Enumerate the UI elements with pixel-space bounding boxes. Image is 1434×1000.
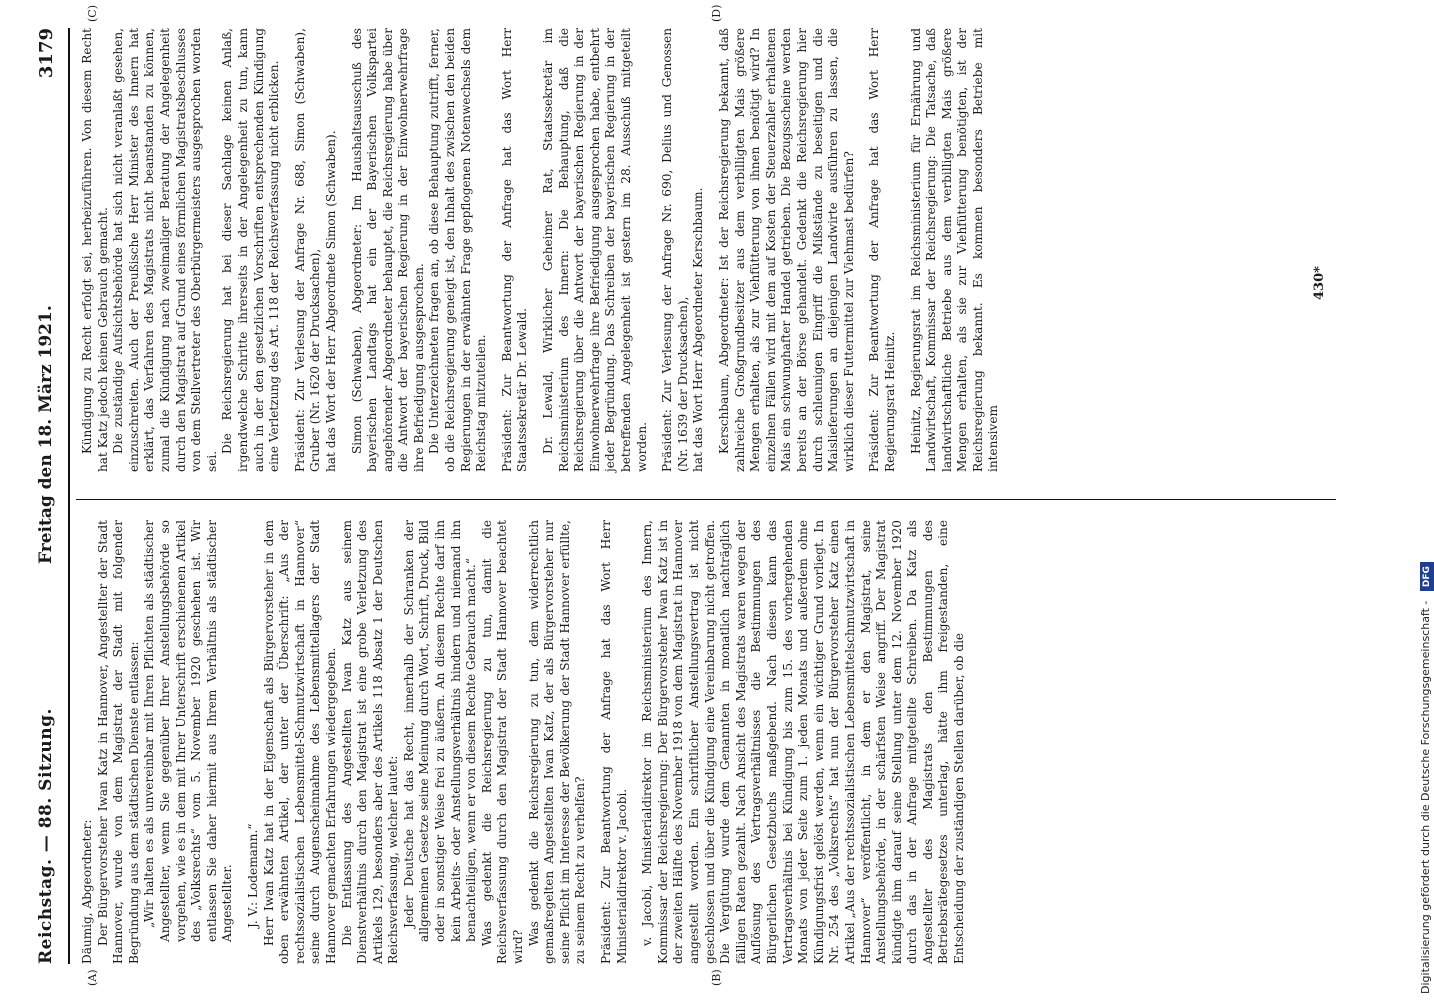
text-paragraph: Die zuständige Aufsichtsbehörde hat sich nicht veranlaßt gesehen, einzuschreiten. Auch der Preußische Herr Minister des Innern hat erklärt, das Verfahren des Magistrats nicht beanstanden zu können, zumal die Kündigung nach zweimaliger Beratung der Angelegenheit durch den Magistrat auf Grund eines förmlichen Magistratsbeschlusses von dem Stellvertreter des Oberbürgermeisters ausgesprochen worden sei. <box>111 28 219 472</box>
paragraph-gap <box>707 28 717 472</box>
header-date: Freitag den 18. März 1921. <box>36 305 56 564</box>
text-paragraph: Die Entlassung des Angestellten Iwan Katz aus seinem Dienstverhältnis durch den Magistrat ist eine grobe Verletzung des Artikels 129, besonders aber des Artikels 118 Absatz 1 der Deutschen Reichsverfassung, welcher lautet: <box>339 520 401 964</box>
margin-marker-d: (D) <box>710 4 723 22</box>
margin-marker-a: (A) <box>86 969 99 986</box>
paragraph-gap <box>857 28 867 472</box>
paragraph-gap <box>650 28 660 472</box>
paragraph-gap <box>490 28 500 472</box>
digitization-note <box>1416 6 1434 996</box>
digitization-text: Digitalisierung gefördert durch die Deutsche Forschungsgemeinschaft - <box>1419 600 1432 994</box>
speaker-line: Däumig, Abgeordneter: <box>80 819 94 964</box>
text-paragraph: J. V.: Lodemann.“ <box>245 823 260 928</box>
speaker-line: Präsident: Zur Beantwortung der Anfrage hat das Wort Herr Staatssekretär Dr. Lewald. <box>499 28 530 472</box>
speaker-line: Präsident: Zur Verlesung der Anfrage Nr. 690, Delius und Genossen (Nr. 1639 der Drucksachen), <box>660 28 690 472</box>
header-session: Reichstag. — 88. Sitzung. <box>36 708 56 964</box>
speaker-line: Präsident: Zur Verlesung der Anfrage Nr. 688, Simon (Schwaben), Gruber (Nr. 1620 der Drucksachen), <box>292 28 323 472</box>
header-page-number: 3179 <box>36 28 57 79</box>
paragraph-gap <box>899 28 909 472</box>
column-rule <box>76 499 1336 500</box>
dfg-logo-badge: DFG <box>1420 562 1434 591</box>
signature-mark: 430* <box>1312 266 1327 300</box>
text-paragraph: Was gedenkt die Reichsregierung zu tun, damit die Reichsverfassung durch den Magistrat der Stadt Hannover beachtet wird? <box>479 520 526 964</box>
page-header <box>32 28 70 964</box>
text-paragraph: „Wir halten es als unvereinbar mit Ihren Pflichten als städtischer Angestellter, wenn Sie gegenüber Ihrer Anstellungsbehörde so vorgehen, wie es in dem mit Ihrer Unterschrift erschienenen Artikel des „Volksrechts“ vom 5. November 1920 geschehen ist. Wir entlassen Sie daher hiermit aus Ihrem Verhältnis als städtischer Angestellter. <box>142 520 235 942</box>
right-column <box>80 28 1002 472</box>
text-paragraph: Herr Iwan Katz hat in der Eigenschaft als Bürgervorsteher in dem oben erwähnten Artikel, der unter der Überschrift: „Aus der rechtssozialistischen Lebensmittel-Schmutzwirtschaft in Hannover“ seine durch Augenscheinnahme des Lebensmittellagers der Stadt Hannover gemachten Erfahrungen wiedergegeben. <box>261 520 338 964</box>
paragraph-gap <box>531 28 541 472</box>
paragraph-gap <box>589 520 599 964</box>
speaker-line: hat das Wort Herr Abgeordneter Kerschbaum. <box>691 187 706 472</box>
paragraph-gap <box>236 520 246 964</box>
text-paragraph: Die Reichsregierung hat bei dieser Sachlage keinen Anlaß, irgendwelche Schritte ihrerseits in der Angelegenheit zu tun, kann auch in der den gesetzlichen Vorschriften entsprechenden Kündigung eine Verletzung des Art. 118 der Reichsverfassung nicht erblicken. <box>220 28 282 472</box>
text-paragraph: Die Unterzeichneten fragen an, ob diese Behauptung zutrifft, ferner, ob die Reichsregierung geneigt ist, den Inhalt des zwischen den beiden Regierungen in der erwähnten Frage gepflogenen Notenwechsels dem Reichstag mitzuteilen. <box>427 28 489 472</box>
text-paragraph: Der Bürgervorsteher Iwan Katz in Hannover, Angestellter der Stadt Hannover, wurde von dem Magistrat der Stadt mit folgender Begründung aus dem städtischen Dienste entlassen: <box>95 520 141 964</box>
speaker-line: Präsident: Zur Beantwortung der Anfrage hat das Wort Herr Ministerialdirektor v. Jacobi. <box>599 520 629 964</box>
margin-marker-b: (B) <box>710 969 723 986</box>
text-paragraph: Jeder Deutsche hat das Recht, innerhalb der Schranken der allgemeinen Gesetze seine Meinung durch Wort, Schrift, Druck, Bild oder in sonstiger Weise frei zu äußern. An diesem Rechte darf ihn kein Arbeits- oder Anstellungsverhältnis hindern und niemand ihn benachteiligen, wenn er von diesem Rechte Gebrauch macht.“ <box>401 520 479 942</box>
paragraph-gap <box>630 520 640 964</box>
text-paragraph: Kündigung zu Recht erfolgt sei, herbeizuführen. Von diesem Recht hat Katz jedoch keinen Gebrauch gemacht. <box>80 28 110 472</box>
text-paragraph: Dr. Lewald, Wirklicher Geheimer Rat, Staatssekretär im Reichsministerium des Innern: Die Behauptung, daß die Reichsregierung über die Antwort der bayerischen Regierung in der Einwohnerwehrfrage ihre Befriedigung ausgesprochen habe, entbehrt jeder Begründung. Das Schreiben der bayerischen Regierung in der betreffenden Angelegenheit ist gestern im 28. Ausschuß mitgeteilt worden. <box>541 28 649 472</box>
text-paragraph: v. Jacobi, Ministerialdirektor im Reichsministerium des Innern, Kommissar der Reichsregierung: Der Bürgervorsteher Iwan Katz ist in der zweiten Hälfte des November 1918 von dem Magistrat in Hannover angestellt worden. Ein schriftlicher Anstellungsvertrag ist nicht geschlossen und über die Kündigung eine Vereinbarung nicht getroffen. Die Vergütung wurde dem Genannten in monatlich nachträglich fälligen Raten gezahlt. Nach Ansicht des Magistrats waren wegen der Auflösung des Vertragsverhältnisses die Bestimmungen des Bürgerlichen Gesetzbuchs maßgebend. Nach diesen kann das Vertragsverhältnis bei Kündigung bis zum 15. des vorhergehenden Monats von jeder Seite zum 1. jeden Monats und außerdem ohne Kündigungsfrist gelöst werden, wenn ein wichtiger Grund vorliegt. In Nr. 254 des „Volksrechts“ hat nun der Bürgervorsteher Katz einen Artikel „Aus der rechtssozialistischen Lebensmittelschmutzwirtschaft in Hannover“ veröffentlicht, in dem er den Magistrat, seine Anstellungsbehörde, in der schärfsten Weise angriff. Der Magistrat kündigte ihm darauf seine Stellung unter dem 12. November 1920 durch das in der Anfrage mitgeteilte Schreiben. Da Katz als Angestellter des Magistrats den Bestimmungen des Betriebsrätegesetzes unterlag, hätte ihm freigestanden, eine Entscheidung der zuständigen Stellen darüber, ob die <box>640 520 967 964</box>
text-paragraph: Was gedenkt die Reichsregierung zu tun, dem widerrechtlich gemaßregelten Angestellten Iwan Katz, der als Bürgervorsteher nur seine Pflicht im Interesse der Bevölkerung der Stadt Hannover erfüllte, zu seinem Recht zu verhelfen? <box>526 520 588 964</box>
text-paragraph: Simon (Schwaben), Abgeordneter: Im Haushaltsausschuß des bayerischen Landtags hat ein der Bayerischen Volkspartei angehörender Abgeordneter behauptet, die Reichsregierung habe über die Antwort der bayerischen Regierung in der Einwohnerwehrfrage ihre Befriedigung ausgesprochen. <box>349 28 426 472</box>
paragraph-gap <box>283 28 293 472</box>
speaker-line: hat das Wort der Herr Abgeordnete Simon (Schwaben). <box>323 130 338 472</box>
speaker-line: Präsident: Zur Beantwortung der Anfrage hat das Wort Herr Regierungsrat Heinitz. <box>867 28 897 472</box>
margin-marker-c: (C) <box>86 5 99 22</box>
text-paragraph: Heinitz, Regierungsrat im Reichsministerium für Ernährung und Landwirtschaft, Kommissar der Reichsregierung: Die Tatsache, daß landwirtschaftliche Betriebe aus dem verbilligten Mais größere Mengen erhalten, als sie zur Viehfütterung benötigten, ist der Reichsregierung bekannt. Es kommen besonders Betriebe mit intensivem <box>908 28 1001 472</box>
left-column <box>80 520 968 964</box>
paragraph-gap <box>340 28 350 472</box>
text-paragraph: Kerschbaum, Abgeordneter: Ist der Reichsregierung bekannt, daß zahlreiche Großgrundbesitzer aus dem verbilligten Mais größere Mengen erhalten, als zur Viehfütterung von ihnen benötigt wird? In einzelnen Fällen wird mit dem auf Kosten der Steuerzahler erhaltenen Mais ein schwunghafter Handel getrieben. Die Bezugsscheine werden bereits an der Börse gehandelt. Gedenkt die Reichsregierung hier durch schleunigen Eingriff die Mißstände zu beseitigen und die Maislieferungen an diejenigen Landwirte ausführen zu lassen, die wirklich dieser Futtermittel zur Viehmast bedürfen? <box>716 28 856 472</box>
